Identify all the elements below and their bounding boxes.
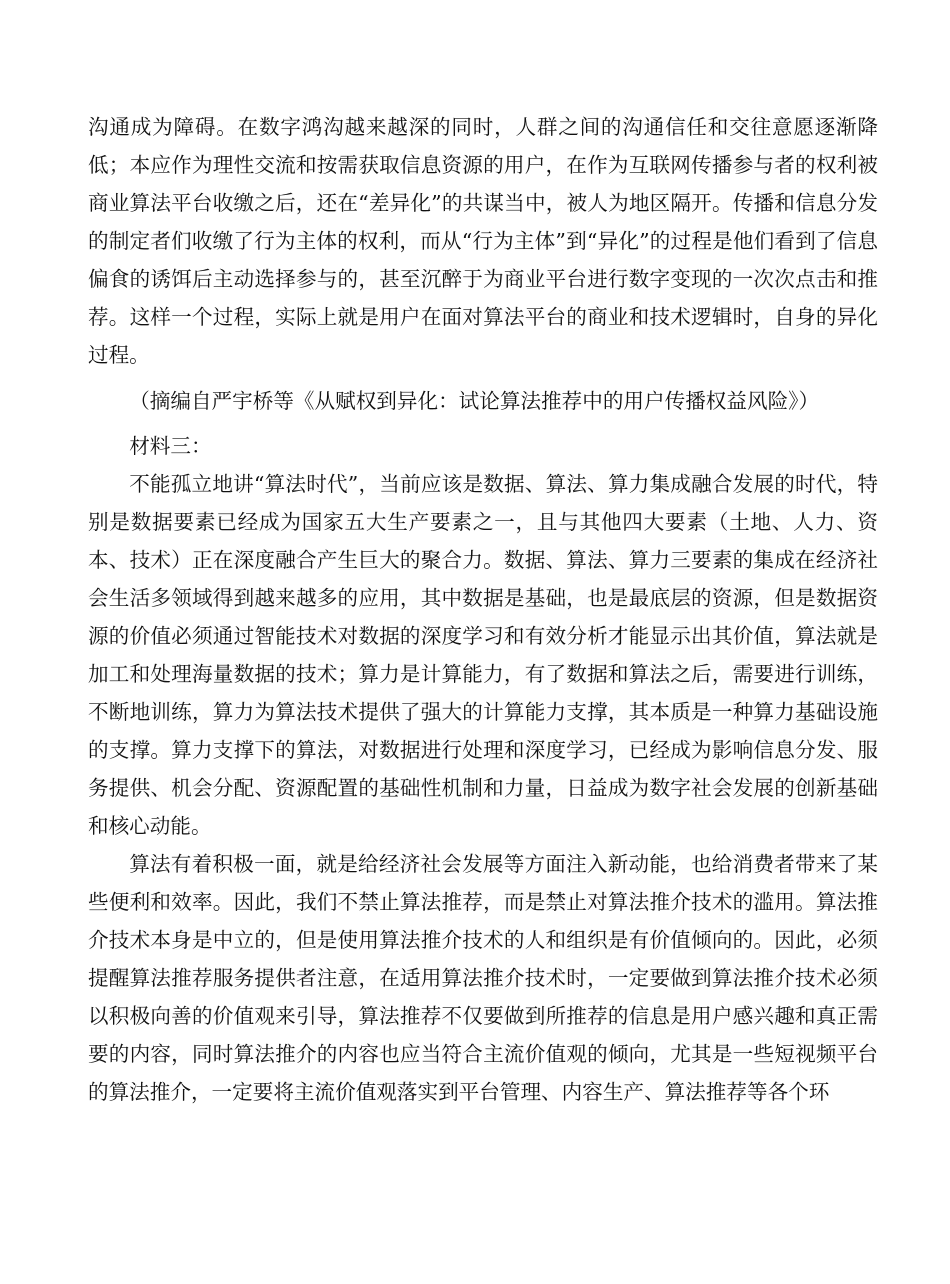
section-heading: 材料三： — [129, 434, 212, 458]
source-citation: （摘编自严宇桥等《从赋权到异化：试论算法推荐中的用户传播权益风险》） — [129, 389, 820, 413]
paragraph-continuation: 沟通成为障碍。在数字鸿沟越来越深的同时，人群之间的沟通信任和交往意愿逐渐降低；本应作为理性交流和按需获取信息资源的用户，在作为互联网传播参与者的权利被商业算法平台收缴之后，还在“差异化”的共谋当中，被人为地区隔开。传播和信息分发的制定者们收缴了行为主体的权利，而从“行为主体”到“异化”的过程是他们看到了信息偏食的诱饵后主动选择参与的，甚至沉醉于为商业平台进行数字变现的一次次点击和推荐。这样一个过程，实际上就是用户在面对算法平台的商业和技术逻辑时，自身的异化过程。 — [88, 115, 878, 367]
body-paragraph: 算法有着积极一面，就是给经济社会发展等方面注入新动能，也给消费者带来了某些便利和效率。因此，我们不禁止算法推荐，而是禁止对算法推介技术的滥用。算法推介技术本身是中立的，但是使用算法推介技术的人和组织是有价值倾向的。因此，必须提醒算法推荐服务提供者注意，在适用算法推介技术时，一定要做到算法推介技术必须以积极向善的价值观来引导，算法推荐不仅要做到所推荐的信息是用户感兴趣和真正需要的内容，同时算法推介的内容也应当符合主流价值观的倾向，尤其是一些短视频平台的算法推介，一定要将主流价值观落实到平台管理、内容生产、算法推荐等各个环 — [88, 852, 878, 1104]
body-paragraph: 不能孤立地讲“算法时代”，当前应该是数据、算法、算力集成融合发展的时代，特别是数据要素已经成为国家五大生产要素之一，且与其他四大要素（土地、人力、资本、技术）正在深度融合产生巨大的聚合力。数据、算法、算力三要素的集成在经济社会生活多领域得到越来越多的应用，其中数据是基础，也是最底层的资源，但是数据资源的价值必须通过智能技术对数据的深度学习和有效分析才能显示出其价值，算法就是加工和处理海量数据的技术；算力是计算能力，有了数据和算法之后，需要进行训练，不断地训练，算力为算法技术提供了强大的计算能力支撑，其本质是一种算力基础设施的支撑。算力支撑下的算法，对数据进行处理和深度学习，已经成为影响信息分发、服务提供、机会分配、资源配置的基础性机制和力量，日益成为数字社会发展的创新基础和核心动能。 — [88, 472, 878, 838]
document-page — [88, 108, 878, 1111]
